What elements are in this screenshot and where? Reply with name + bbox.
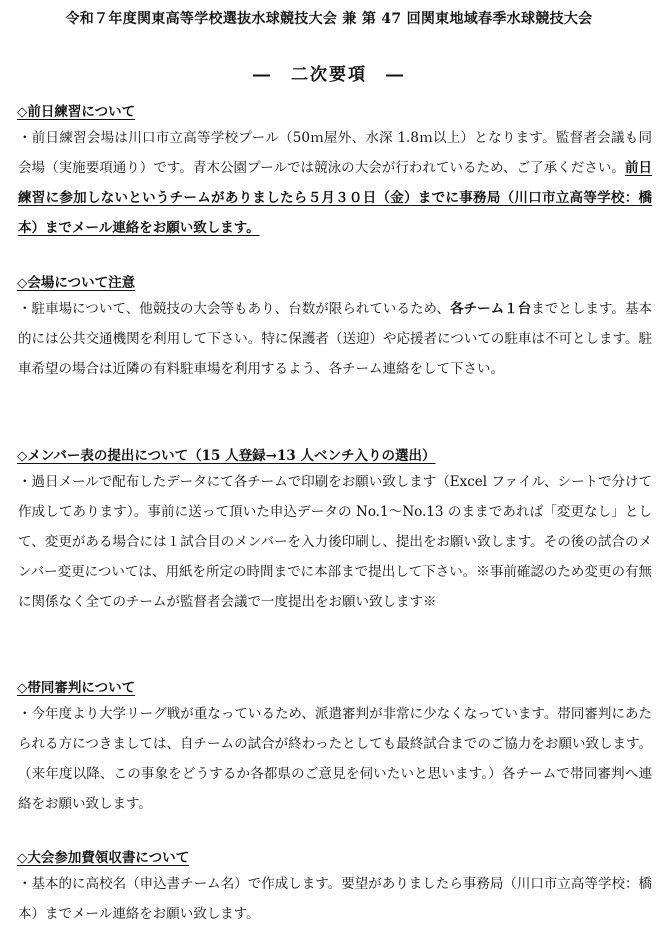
section-heading-member-list: ◇メンバー表の提出について（15 人登録→13 人ベンチ入りの選出）: [17, 448, 436, 464]
section-heading-receipt: ◇大会参加費領収書について: [17, 850, 190, 866]
document-title: 令和７年度関東高等学校選抜水球競技大会 兼 第 47 回関東地域春季水球競技大会: [65, 11, 593, 27]
section-body-member-list: ・過日メールで配布したデータにて各チームで印刷をお願い致します（Excel ファイル、シートで分けて作成してあります）。事前に送って頂いた申込データの No.1～No.13 のままであれば「変更なし」として、変更がある場合には１試合目のメンバーを入力後印刷し、提出をお願い致します。その後の試合のメンバー変更については、用紙を所定の時間までに本部まで提出して下さい。※事前確認のため変更の有無に関係なく全てのチームが監督者会議で一度提出をお願い致します※: [18, 474, 653, 610]
section-body-referees: ・今年度より大学リーグ戦が重なっているため、派遣審判が非常に少なくなっています。帯同審判にあたられる方につきましては、自チームの試合が終わったとしても最終試合までのご協力をお願い致します。（来年度以降、この事象をどうするか各都県のご意見を伺いたいと思います。）各チームで帯同審判へ連絡をお願い致します。: [18, 706, 652, 812]
section-body-practice: [18, 123, 652, 243]
practice-emphasis: 前日練習に参加しないというチームがありましたら５月３０日（金）までに事務局（川口市立高等学校：橋本）までメール連絡をお願い致します。: [18, 160, 652, 236]
section-body-venue: [18, 294, 652, 384]
section-body-receipt: ・基本的に高校名（申込書チーム名）で作成します。要望がありましたら事務局（川口市立高等学校：橋本）までメール連絡をお願い致します。: [18, 876, 652, 922]
section-heading-referees: ◇帯同審判について: [17, 680, 136, 696]
venue-emphasis: 各チーム１台: [450, 301, 532, 317]
section-heading-practice: ◇前日練習について: [17, 104, 136, 120]
document-subtitle: ― 二次要項 ―: [253, 65, 405, 85]
venue-text-after: までとします。基本的には公共交通機関を利用して下さい。特に保護者（送迎）や応援者についての駐車は不可とします。駐車希望の場合は近隣の有料駐車場を利用するよう、各チーム連絡をして下さい。: [18, 301, 653, 377]
section-heading-venue: ◇会場について注意: [17, 275, 136, 291]
practice-text: ・前日練習会場は川口市立高等学校プール（50ｍ屋外、水深 1.8ｍ以上）となります。監督者会議も同会場（実施要項通り）です。青木公園プールでは競泳の大会が行われているため、ご了承ください。: [18, 130, 652, 176]
venue-text-before: ・駐車場について、他競技の大会等もあり、台数が限られているため、: [18, 301, 451, 317]
